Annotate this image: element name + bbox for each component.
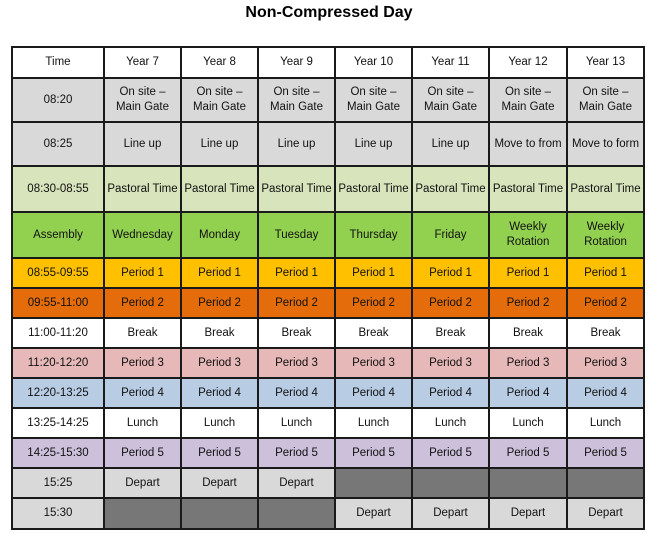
schedule-cell: Pastoral Time <box>412 166 489 212</box>
schedule-cell: Break <box>181 318 258 348</box>
empty-cell <box>181 498 258 529</box>
schedule-cell: On site – Main Gate <box>412 78 489 122</box>
time-cell: 15:30 <box>12 498 104 529</box>
table-row <box>12 438 644 468</box>
schedule-cell: Period 1 <box>104 258 181 288</box>
column-header: Year 12 <box>489 47 567 78</box>
time-cell: 09:55-11:00 <box>12 288 104 318</box>
schedule-cell: Depart <box>412 498 489 529</box>
schedule-cell: Move to from <box>489 122 567 166</box>
schedule-cell: Period 5 <box>181 438 258 468</box>
column-header: Year 7 <box>104 47 181 78</box>
schedule-cell: Period 3 <box>567 348 644 378</box>
schedule-cell: Pastoral Time <box>335 166 412 212</box>
schedule-cell: Weekly Rotation <box>567 212 644 258</box>
schedule-cell: Period 4 <box>258 378 335 408</box>
schedule-cell: Break <box>412 318 489 348</box>
empty-cell <box>258 498 335 529</box>
schedule-cell: Period 1 <box>181 258 258 288</box>
timetable <box>11 46 645 530</box>
schedule-cell: Period 4 <box>489 378 567 408</box>
schedule-cell: Thursday <box>335 212 412 258</box>
schedule-cell: Period 5 <box>335 438 412 468</box>
schedule-cell: Depart <box>567 498 644 529</box>
time-cell: 08:30-08:55 <box>12 166 104 212</box>
schedule-cell: Period 1 <box>335 258 412 288</box>
schedule-cell: Period 4 <box>335 378 412 408</box>
schedule-cell: Depart <box>489 498 567 529</box>
column-header: Year 9 <box>258 47 335 78</box>
schedule-cell: Line up <box>335 122 412 166</box>
table-row <box>12 468 644 498</box>
schedule-cell: Period 5 <box>412 438 489 468</box>
schedule-cell: Pastoral Time <box>489 166 567 212</box>
empty-cell <box>104 498 181 529</box>
schedule-cell: Period 1 <box>489 258 567 288</box>
schedule-cell: Line up <box>258 122 335 166</box>
schedule-cell: Period 4 <box>181 378 258 408</box>
schedule-cell: On site – Main Gate <box>258 78 335 122</box>
table-row <box>12 408 644 438</box>
table-row <box>12 378 644 408</box>
schedule-cell: Period 5 <box>489 438 567 468</box>
schedule-cell: Period 2 <box>258 288 335 318</box>
column-header: Year 11 <box>412 47 489 78</box>
schedule-cell: Period 3 <box>412 348 489 378</box>
schedule-cell: Period 1 <box>567 258 644 288</box>
schedule-cell: Line up <box>412 122 489 166</box>
schedule-cell: Period 5 <box>567 438 644 468</box>
schedule-cell: Lunch <box>181 408 258 438</box>
schedule-cell: Lunch <box>335 408 412 438</box>
table-row <box>12 258 644 288</box>
schedule-cell: Break <box>104 318 181 348</box>
empty-cell <box>412 468 489 498</box>
schedule-cell: Period 3 <box>489 348 567 378</box>
schedule-cell: Break <box>567 318 644 348</box>
schedule-cell: Period 3 <box>181 348 258 378</box>
schedule-cell: Wednesday <box>104 212 181 258</box>
schedule-cell: On site – Main Gate <box>335 78 412 122</box>
column-header: Year 13 <box>567 47 644 78</box>
schedule-cell: Lunch <box>489 408 567 438</box>
schedule-cell: Period 3 <box>258 348 335 378</box>
schedule-cell: Pastoral Time <box>258 166 335 212</box>
empty-cell <box>567 468 644 498</box>
schedule-cell: Lunch <box>104 408 181 438</box>
schedule-cell: On site – Main Gate <box>567 78 644 122</box>
page-title: Non-Compressed Day <box>245 4 413 21</box>
schedule-cell: Pastoral Time <box>104 166 181 212</box>
schedule-cell: Line up <box>104 122 181 166</box>
schedule-cell: Period 2 <box>412 288 489 318</box>
table-row <box>12 78 644 122</box>
table-row <box>12 122 644 166</box>
time-cell: 11:20-12:20 <box>12 348 104 378</box>
column-header: Time <box>12 47 104 78</box>
table-row <box>12 288 644 318</box>
schedule-cell: Depart <box>104 468 181 498</box>
empty-cell <box>335 468 412 498</box>
empty-cell <box>489 468 567 498</box>
time-cell: 08:25 <box>12 122 104 166</box>
schedule-cell: Period 3 <box>335 348 412 378</box>
schedule-cell: Break <box>489 318 567 348</box>
schedule-cell: Break <box>335 318 412 348</box>
schedule-cell: On site – Main Gate <box>104 78 181 122</box>
schedule-cell: Period 2 <box>335 288 412 318</box>
schedule-cell: Period 3 <box>104 348 181 378</box>
column-header: Year 10 <box>335 47 412 78</box>
time-cell: 15:25 <box>12 468 104 498</box>
table-row <box>12 348 644 378</box>
schedule-cell: Weekly Rotation <box>489 212 567 258</box>
time-cell: 13:25-14:25 <box>12 408 104 438</box>
header-row <box>12 47 644 78</box>
schedule-cell: Period 2 <box>489 288 567 318</box>
schedule-cell: On site – Main Gate <box>489 78 567 122</box>
schedule-cell: Period 4 <box>412 378 489 408</box>
schedule-cell: Depart <box>335 498 412 529</box>
schedule-cell: Period 4 <box>104 378 181 408</box>
schedule-cell: On site – Main Gate <box>181 78 258 122</box>
schedule-cell: Line up <box>181 122 258 166</box>
schedule-cell: Period 2 <box>104 288 181 318</box>
schedule-cell: Lunch <box>567 408 644 438</box>
table-row <box>12 166 644 212</box>
schedule-cell: Period 2 <box>567 288 644 318</box>
schedule-cell: Period 1 <box>412 258 489 288</box>
schedule-cell: Pastoral Time <box>181 166 258 212</box>
schedule-cell: Monday <box>181 212 258 258</box>
time-cell: Assembly <box>12 212 104 258</box>
schedule-cell: Friday <box>412 212 489 258</box>
table-row <box>12 318 644 348</box>
schedule-cell: Lunch <box>412 408 489 438</box>
time-cell: 14:25-15:30 <box>12 438 104 468</box>
schedule-cell: Depart <box>258 468 335 498</box>
schedule-cell: Period 5 <box>258 438 335 468</box>
schedule-cell: Period 2 <box>181 288 258 318</box>
time-cell: 12:20-13:25 <box>12 378 104 408</box>
schedule-cell: Period 4 <box>567 378 644 408</box>
schedule-cell: Pastoral Time <box>567 166 644 212</box>
schedule-cell: Period 1 <box>258 258 335 288</box>
schedule-cell: Period 5 <box>104 438 181 468</box>
schedule-cell: Move to form <box>567 122 644 166</box>
column-header: Year 8 <box>181 47 258 78</box>
schedule-cell: Lunch <box>258 408 335 438</box>
schedule-cell: Tuesday <box>258 212 335 258</box>
table-row <box>12 212 644 258</box>
schedule-cell: Depart <box>181 468 258 498</box>
table-row <box>12 498 644 529</box>
schedule-cell: Break <box>258 318 335 348</box>
time-cell: 08:55-09:55 <box>12 258 104 288</box>
time-cell: 11:00-11:20 <box>12 318 104 348</box>
time-cell: 08:20 <box>12 78 104 122</box>
